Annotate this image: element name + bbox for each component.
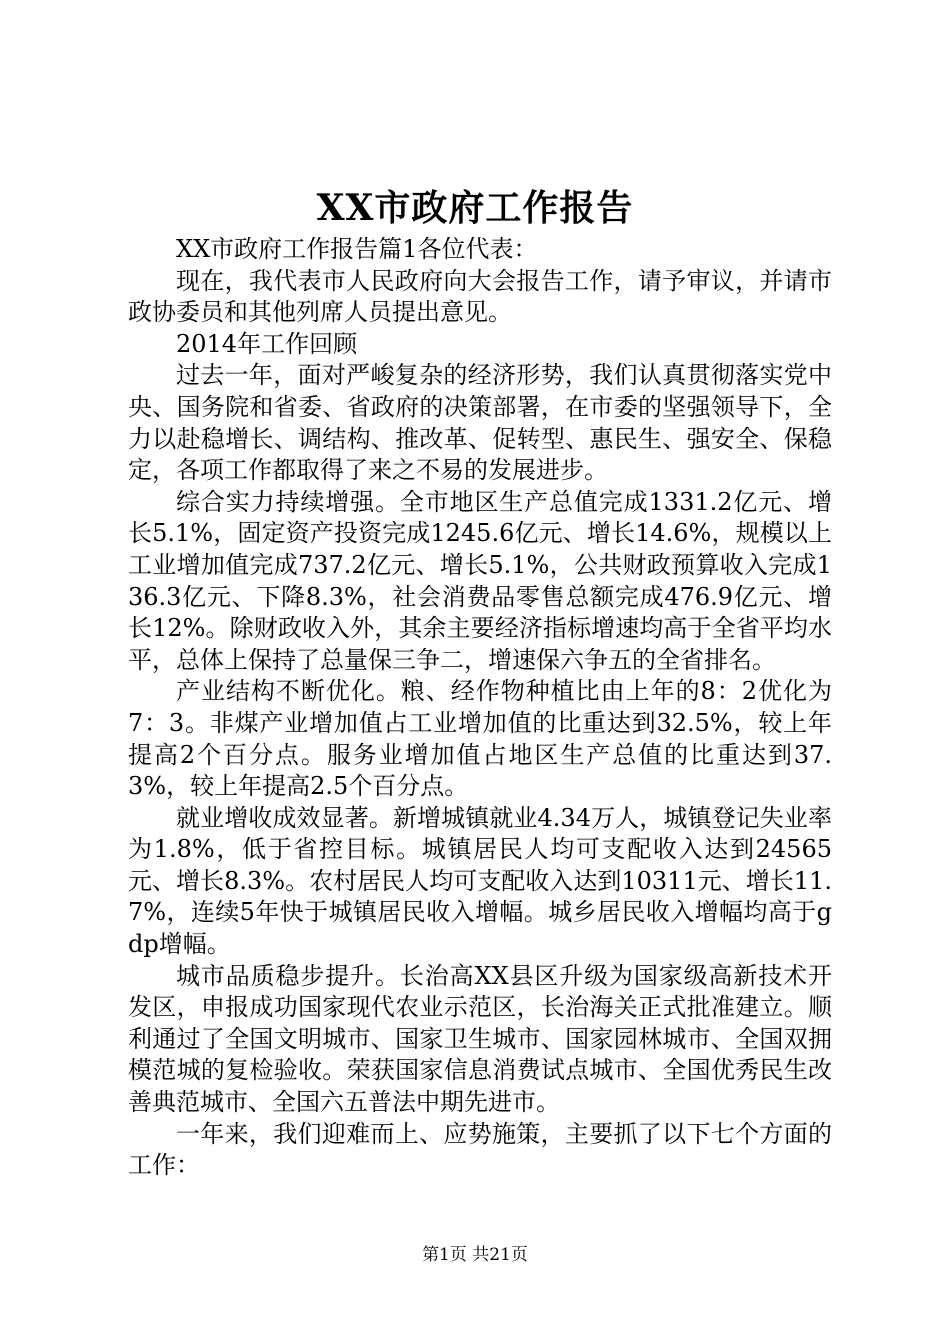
paragraph-economic-strength: 综合实力持续增强。全市地区生产总值完成1331.2亿元、增长5.1%，固定资产投资完成1245.6亿元、增长14.6%，规模以上工业增加值完成737.2亿元、增长5.1%，公共财政预算收入完成136.3亿元、下降8.3%，社会消费品零售总额完成476.9亿元、增长12%。除财政收入外，其余主要经济指标增速均高于全省平均水平，总体上保持了总量保三争二，增速保六争五的全省排名。 [128,487,832,674]
page-number-footer: 第1页 共21页 [422,1245,528,1265]
paragraph-city-quality: 城市品质稳步提升。长治高XX县区升级为国家级高新技术开发区，申报成功国家现代农业示范区，长治海关正式批准建立。顺利通过了全国文明城市、国家卫生城市、国家园林城市、全国双拥模范城的复检验收。荣获国家信息消费试点城市、全国优秀民生改善典范城市、全国六五普法中期先进市。 [128,961,832,1117]
paragraph-employment-income: 就业增收成效显著。新增城镇就业4.34万人，城镇登记失业率为1.8%，低于省控目标。城镇居民人均可支配收入达到24565元、增长8.3%。农村居民人均可支配收入达到10311元、增长11.7%，连续5年快于城镇居民收入增幅。城乡居民收入增幅均高于gdp增幅。 [128,803,832,959]
paragraph-opening: 现在，我代表市人民政府向大会报告工作，请予审议，并请市政协委员和其他列席人员提出意见。 [128,266,832,327]
section-heading-review: 2014年工作回顾 [176,329,358,358]
paragraph-seven-aspects: 一年来，我们迎难而上、应势施策，主要抓了以下七个方面的工作： [128,1119,832,1180]
paragraph-industry-structure: 产业结构不断优化。粮、经作物种植比由上年的8：2优化为7：3。非煤产业增加值占工业增加值的比重达到32.5%，较上年提高2个百分点。服务业增加值占地区生产总值的比重达到37.3%，较上年提高2.5个百分点。 [128,677,832,801]
paragraph-overview: 过去一年，面对严峻复杂的经济形势，我们认真贯彻落实党中央、国务院和省委、省政府的决策部署，在市委的坚强领导下，全力以赴稳增长、调结构、推改革、促转型、惠民生、强安全、保稳定，各项工作都取得了来之不易的发展进步。 [128,361,832,485]
paragraph-salutation: XX市政府工作报告篇1各位代表： [176,235,538,263]
document-body [128,234,832,1182]
document-title: XX市政府工作报告 [316,187,634,229]
